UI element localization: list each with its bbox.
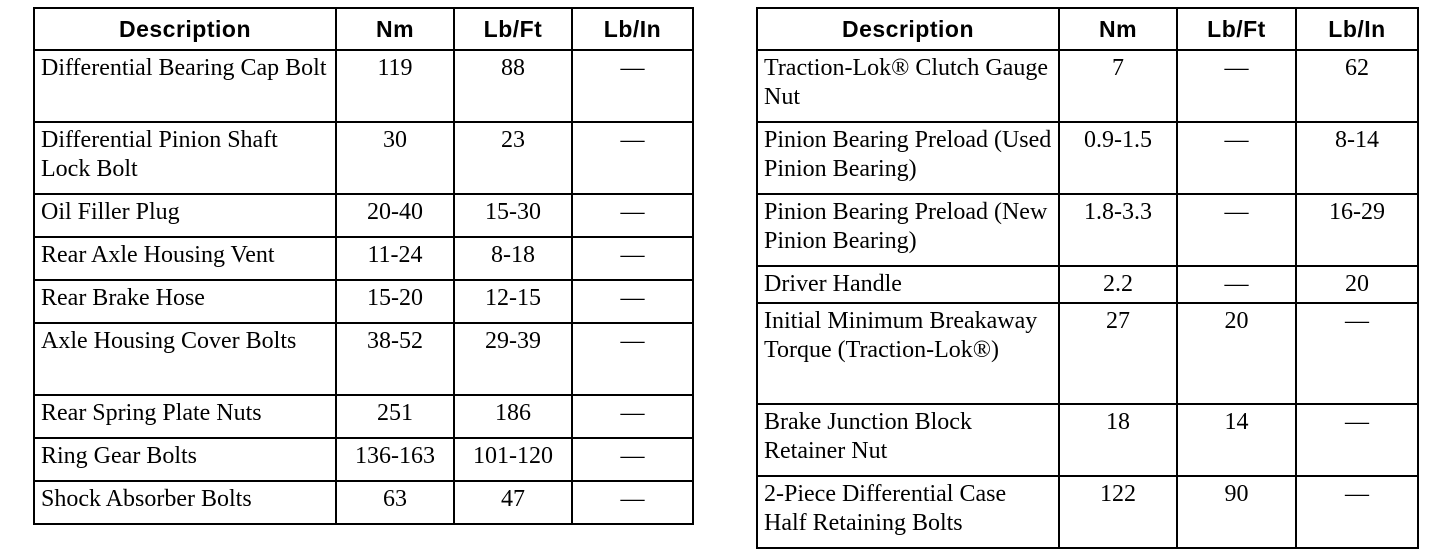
cell-lbft: — bbox=[1177, 122, 1296, 194]
header-lbin: Lb/In bbox=[1296, 8, 1418, 50]
cell-nm: 251 bbox=[336, 395, 454, 438]
cell-lbin: 8-14 bbox=[1296, 122, 1418, 194]
cell-lbin: — bbox=[572, 395, 693, 438]
cell-description: Initial Minimum Breakaway Torque (Traction-Lok®) bbox=[757, 303, 1059, 404]
table-row bbox=[757, 266, 1418, 303]
table-row bbox=[34, 395, 693, 438]
cell-lbin: — bbox=[572, 237, 693, 280]
header-lbin: Lb/In bbox=[572, 8, 693, 50]
cell-nm: 15-20 bbox=[336, 280, 454, 323]
table-row bbox=[34, 323, 693, 395]
table-row bbox=[757, 404, 1418, 476]
cell-nm: 18 bbox=[1059, 404, 1177, 476]
cell-lbft: 8-18 bbox=[454, 237, 572, 280]
cell-nm: 136-163 bbox=[336, 438, 454, 481]
header-row bbox=[34, 8, 693, 50]
cell-description: Rear Brake Hose bbox=[34, 280, 336, 323]
cell-lbft: 15-30 bbox=[454, 194, 572, 237]
header-nm: Nm bbox=[336, 8, 454, 50]
table-row bbox=[757, 303, 1418, 404]
cell-lbin: — bbox=[572, 194, 693, 237]
cell-description: Differential Bearing Cap Bolt bbox=[34, 50, 336, 122]
cell-nm: 119 bbox=[336, 50, 454, 122]
table-row bbox=[34, 237, 693, 280]
cell-lbft: — bbox=[1177, 266, 1296, 303]
cell-lbin: 62 bbox=[1296, 50, 1418, 122]
cell-lbin: — bbox=[572, 323, 693, 395]
table-row bbox=[34, 122, 693, 194]
cell-nm: 20-40 bbox=[336, 194, 454, 237]
cell-description: Traction-Lok® Clutch Gauge Nut bbox=[757, 50, 1059, 122]
header-description: Description bbox=[34, 8, 336, 50]
cell-description: 2-Piece Differential Case Half Retaining Bolts bbox=[757, 476, 1059, 548]
cell-nm: 38-52 bbox=[336, 323, 454, 395]
cell-lbin: — bbox=[1296, 303, 1418, 404]
header-description: Description bbox=[757, 8, 1059, 50]
cell-lbft: 88 bbox=[454, 50, 572, 122]
cell-description: Shock Absorber Bolts bbox=[34, 481, 336, 524]
cell-lbft: 101-120 bbox=[454, 438, 572, 481]
header-lbft: Lb/Ft bbox=[454, 8, 572, 50]
cell-lbft: — bbox=[1177, 194, 1296, 266]
table-row bbox=[757, 50, 1418, 122]
torque-spec-table-left bbox=[33, 7, 694, 525]
table-row bbox=[34, 50, 693, 122]
cell-description: Oil Filler Plug bbox=[34, 194, 336, 237]
header-nm: Nm bbox=[1059, 8, 1177, 50]
table-row bbox=[34, 481, 693, 524]
cell-lbin: — bbox=[572, 438, 693, 481]
cell-nm: 7 bbox=[1059, 50, 1177, 122]
cell-nm: 2.2 bbox=[1059, 266, 1177, 303]
cell-nm: 1.8-3.3 bbox=[1059, 194, 1177, 266]
cell-nm: 0.9-1.5 bbox=[1059, 122, 1177, 194]
cell-lbft: 20 bbox=[1177, 303, 1296, 404]
cell-nm: 122 bbox=[1059, 476, 1177, 548]
torque-spec-table-right bbox=[756, 7, 1419, 549]
cell-lbft: 14 bbox=[1177, 404, 1296, 476]
cell-lbin: 16-29 bbox=[1296, 194, 1418, 266]
cell-nm: 11-24 bbox=[336, 237, 454, 280]
header-row bbox=[757, 8, 1418, 50]
cell-description: Rear Spring Plate Nuts bbox=[34, 395, 336, 438]
table-row bbox=[757, 194, 1418, 266]
cell-lbft: 90 bbox=[1177, 476, 1296, 548]
table-row bbox=[757, 122, 1418, 194]
cell-nm: 63 bbox=[336, 481, 454, 524]
cell-lbin: — bbox=[572, 481, 693, 524]
cell-description: Driver Handle bbox=[757, 266, 1059, 303]
cell-lbft: 23 bbox=[454, 122, 572, 194]
table-row bbox=[34, 194, 693, 237]
cell-nm: 30 bbox=[336, 122, 454, 194]
cell-lbin: — bbox=[1296, 476, 1418, 548]
cell-description: Ring Gear Bolts bbox=[34, 438, 336, 481]
cell-lbft: 29-39 bbox=[454, 323, 572, 395]
cell-description: Pinion Bearing Preload (Used Pinion Bearing) bbox=[757, 122, 1059, 194]
table-row bbox=[34, 280, 693, 323]
cell-lbin: — bbox=[572, 280, 693, 323]
cell-lbft: 12-15 bbox=[454, 280, 572, 323]
cell-description: Brake Junction Block Retainer Nut bbox=[757, 404, 1059, 476]
cell-lbin: — bbox=[572, 50, 693, 122]
cell-lbft: — bbox=[1177, 50, 1296, 122]
cell-description: Axle Housing Cover Bolts bbox=[34, 323, 336, 395]
cell-lbft: 186 bbox=[454, 395, 572, 438]
table-row bbox=[34, 438, 693, 481]
table-row bbox=[757, 476, 1418, 548]
cell-lbft: 47 bbox=[454, 481, 572, 524]
cell-description: Differential Pinion Shaft Lock Bolt bbox=[34, 122, 336, 194]
cell-description: Rear Axle Housing Vent bbox=[34, 237, 336, 280]
cell-nm: 27 bbox=[1059, 303, 1177, 404]
cell-lbin: — bbox=[572, 122, 693, 194]
cell-lbin: — bbox=[1296, 404, 1418, 476]
cell-lbin: 20 bbox=[1296, 266, 1418, 303]
cell-description: Pinion Bearing Preload (New Pinion Bearing) bbox=[757, 194, 1059, 266]
header-lbft: Lb/Ft bbox=[1177, 8, 1296, 50]
